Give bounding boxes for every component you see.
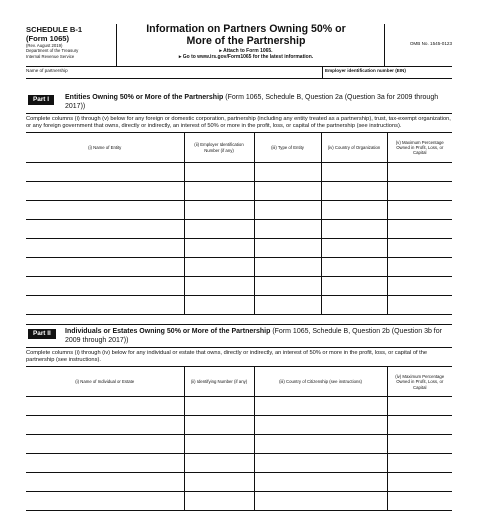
part2-entry-cell[interactable] [26,492,184,511]
part1-entry-cell[interactable] [321,163,387,182]
part1-entry-cell[interactable] [321,220,387,239]
part1-table-row [26,258,452,277]
part2-col-citizenship: (iii) Country of Citizenship (see instructions) [254,367,387,397]
part2-table-row [26,416,452,435]
header-divider-left [116,24,117,66]
part2-entry-cell[interactable] [254,454,387,473]
part2-entry-cell[interactable] [387,435,452,454]
part1-entry-cell[interactable] [26,277,184,296]
part2-entry-cell[interactable] [387,473,452,492]
part2-entry-cell[interactable] [254,492,387,511]
part1-entry-cell[interactable] [254,220,321,239]
part2-table-row [26,492,452,511]
part1-rows [26,163,452,315]
part1-entry-cell[interactable] [26,220,184,239]
part1-entry-cell[interactable] [26,182,184,201]
part1-entry-cell[interactable] [26,239,184,258]
schedule-id-block [26,26,112,59]
part2-entry-cell[interactable] [26,454,184,473]
part2-entry-cell[interactable] [184,435,254,454]
part2-entry-cell[interactable] [184,492,254,511]
part1-entry-cell[interactable] [26,163,184,182]
part1-entry-cell[interactable] [184,239,254,258]
omb-number: OMB No. 1545-0123 [409,41,452,46]
revision-date: (Rev. August 2019) [26,43,63,49]
part1-entry-cell[interactable] [254,182,321,201]
part2-entry-cell[interactable] [26,473,184,492]
part2-entry-cell[interactable] [387,454,452,473]
form-title-line2: More of the Partnership [186,34,306,47]
part1-entry-cell[interactable] [26,201,184,220]
department-name: Department of the Treasury [26,48,79,54]
part1-entry-cell[interactable] [184,258,254,277]
part1-instructions: Complete columns (i) through (v) below for any foreign or domestic corporation, partnership (including any entity treated as a partnership), trust, tax-exempt organization, or any foreign government that owns, directly or indirectly, an interest of 50% or more in the profit, loss, or capital of the partnership (see instructions). [26,114,452,133]
part2-col-percentage: (iv) Maximum Percentage Owned in Profit, Loss, or Capital [387,367,452,397]
header-divider-right [384,24,385,66]
part2-badge: Part II [28,329,56,339]
schedule-title: SCHEDULE B-1 [26,25,83,34]
part2-title-rest: (Form 1065, Schedule B, Question 2b (Question 3b for 2009 through 2017)) [65,328,442,344]
part1-entry-cell[interactable] [321,258,387,277]
part1-title-bold: Entities Owning 50% or More of the Partnership [65,94,224,101]
part1-entry-cell[interactable] [26,258,184,277]
part1-entry-cell[interactable] [254,277,321,296]
part1-entry-cell[interactable] [184,182,254,201]
part1-entry-cell[interactable] [387,163,452,182]
part1-entry-cell[interactable] [184,163,254,182]
part1-col-percentage: (v) Maximum Percentage Owned in Profit, Loss, or Capital [387,133,452,163]
part2-entry-cell[interactable] [254,473,387,492]
part2-entry-cell[interactable] [184,416,254,435]
attach-note: ▸ Attach to Form 1065. [219,47,273,54]
part1-entry-cell[interactable] [321,277,387,296]
part1-entry-cell[interactable] [387,258,452,277]
part1-entry-cell[interactable] [184,296,254,315]
part1-badge: Part I [28,95,54,105]
part1-heading [26,91,452,114]
part1-entry-cell[interactable] [321,239,387,258]
part2-entry-cell[interactable] [254,397,387,416]
part1-entry-cell[interactable] [387,220,452,239]
part1-table-row [26,277,452,296]
part1-table-row [26,220,452,239]
form-reference: (Form 1065) [26,33,70,43]
part2-entry-cell[interactable] [184,397,254,416]
form-header [26,24,452,67]
part2-table-row [26,397,452,416]
part2-entry-cell[interactable] [26,435,184,454]
part1-entry-cell[interactable] [387,201,452,220]
part1-table-row [26,182,452,201]
part1-title [65,91,452,113]
part1-entry-cell[interactable] [254,239,321,258]
part1-title-rest: (Form 1065, Schedule B, Question 2a (Question 3a for 2009 through 2017)) [65,94,439,110]
part2-entry-cell[interactable] [184,473,254,492]
part1-table-row [26,201,452,220]
part1-entry-cell[interactable] [184,277,254,296]
part1-entry-cell[interactable] [184,201,254,220]
part2-entry-cell[interactable] [184,454,254,473]
part2-table-row [26,454,452,473]
identification-divider [322,67,323,78]
part1-table-row [26,239,452,258]
part2-entry-cell[interactable] [26,397,184,416]
part2-entry-cell[interactable] [254,435,387,454]
part1-entry-cell[interactable] [254,258,321,277]
part2-instructions: Complete columns (i) through (iv) below for any individual or estate that owns, directly or indirectly, an interest of 50% or more in the profit, loss, or capital of the partnership (see instructions). [26,348,452,367]
title-block [121,24,371,60]
part1-entry-cell[interactable] [321,296,387,315]
part1-table [26,133,452,315]
part1-entry-cell[interactable] [26,296,184,315]
part2-heading [26,324,452,348]
part1-table-row [26,296,452,315]
part2-table-row [26,473,452,492]
part2-entry-cell[interactable] [26,416,184,435]
part2-entry-cell[interactable] [254,416,387,435]
part2-title [65,325,452,347]
part1-entry-cell[interactable] [254,201,321,220]
part2-entry-cell[interactable] [387,492,452,511]
part1-entry-cell[interactable] [321,182,387,201]
part2-table [26,367,452,511]
identification-row [26,67,452,79]
part1-col-type: (iii) Type of Entity [254,133,321,163]
part2-entry-cell[interactable] [387,416,452,435]
part2-col-id-number: (ii) Identifying Number (if any) [184,367,254,397]
part1-entry-cell[interactable] [254,296,321,315]
part1-col-country: (iv) Country of Organization [321,133,387,163]
part2-rows [26,397,452,511]
partnership-name-label[interactable]: Name of partnership [26,68,68,73]
irs-name: Internal Revenue Service [26,53,75,59]
part1-entry-cell[interactable] [387,277,452,296]
part1-entry-cell[interactable] [387,239,452,258]
part1-table-row [26,163,452,182]
part2-title-bold: Individuals or Estates Owning 50% or More of the Partnership [65,328,271,336]
part2-col-name: (i) Name of Individual or Estate [26,367,184,397]
irs-link-note: ▸ Go to www.irs.gov/Form1065 for the latest information. [178,54,314,60]
form-title-line1: Information on Partners Owning 50% or [146,23,346,35]
part1-col-ein: (ii) Employer Identification Number (if any) [184,133,254,163]
part2-entry-cell[interactable] [387,397,452,416]
part1-entry-cell[interactable] [254,163,321,182]
part1-entry-cell[interactable] [387,296,452,315]
part1-entry-cell[interactable] [321,201,387,220]
ein-label[interactable]: Employer identification number (EIN) [325,68,406,73]
part1-entry-cell[interactable] [184,220,254,239]
part2-table-row [26,435,452,454]
part1-entry-cell[interactable] [387,182,452,201]
part1-col-name: (i) Name of Entity [26,133,184,163]
form-page [26,24,452,511]
